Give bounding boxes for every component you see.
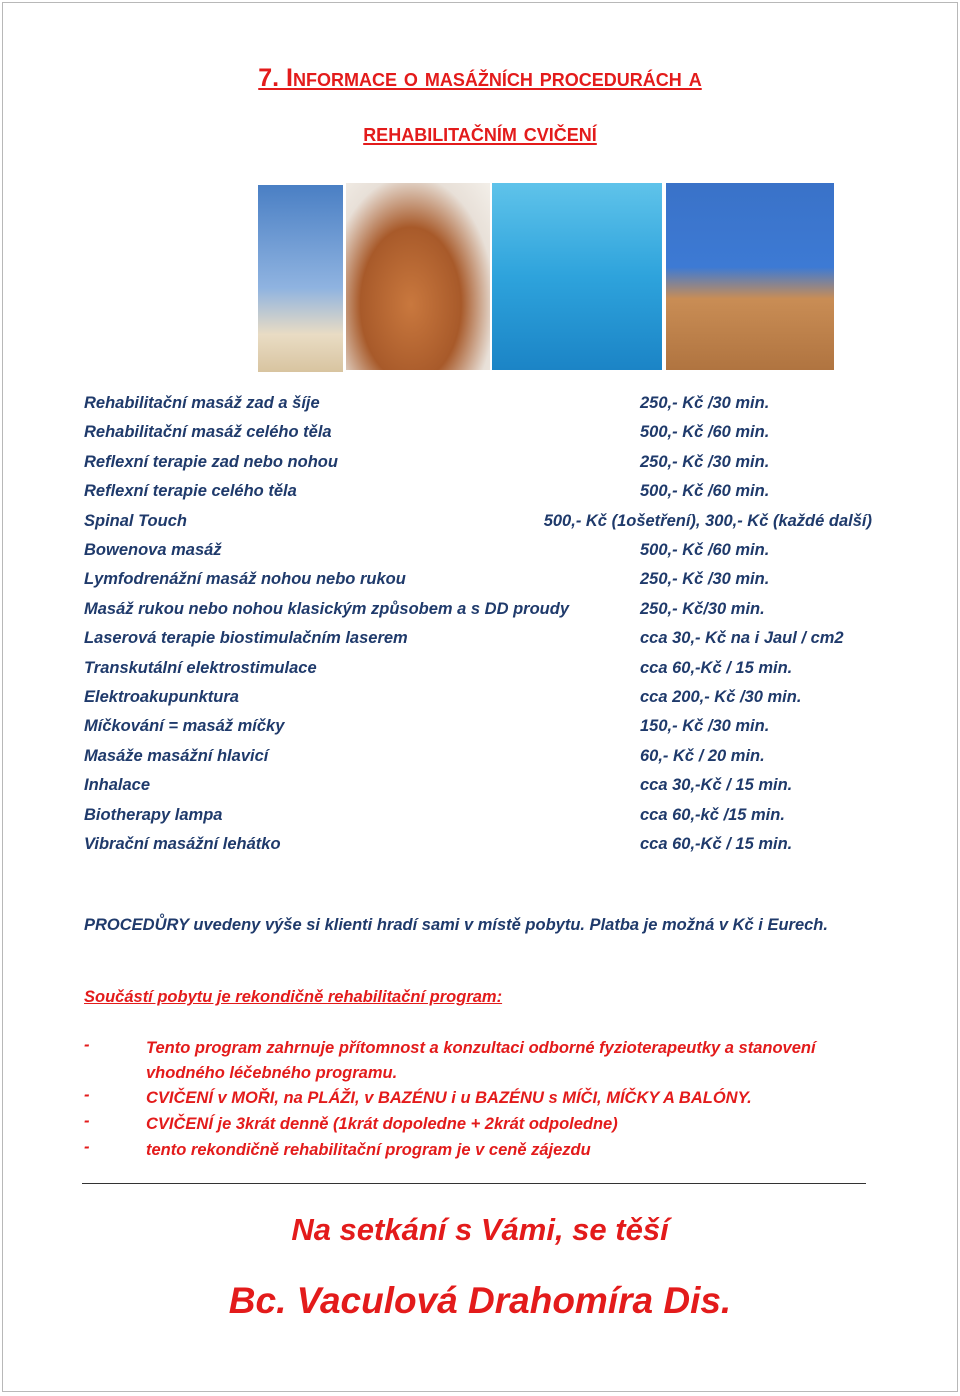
service-price: cca 30,- Kč na i Jaul / cm2 xyxy=(640,629,844,648)
service-price: cca 60,-Kč / 15 min. xyxy=(640,658,793,677)
service-price: cca 200,- Kč /30 min. xyxy=(640,688,802,706)
service-name: Vibrační masážní lehátko xyxy=(84,835,281,853)
service-price: 250,- Kč /30 min. xyxy=(640,570,770,589)
service-price: 500,- Kč (1ošetření), 300,- Kč (každé další) xyxy=(543,511,872,530)
bullet: - xyxy=(84,1086,90,1104)
service-price: cca 30,-Kč / 15 min. xyxy=(640,776,793,795)
program-item: Tento program zahrnuje přítomnost a konzultaci odborné fyzioterapeutky a stanovení vhodného léčebného programu. xyxy=(146,1039,816,1082)
service-price: 500,- Kč /60 min. xyxy=(640,423,770,442)
service-name: Rehabilitační masáž zad a šíje xyxy=(84,394,320,412)
program-item: CVIČENÍ v MOŘI, na PLÁŽI, v BAZÉNU i u BAZÉNU s MÍČI, MÍČKY A BALÓNY. xyxy=(146,1089,752,1107)
service-name: Rehabilitační masáž celého těla xyxy=(84,423,332,442)
service-price: 250,- Kč /30 min. xyxy=(640,452,770,471)
page-title-line1: 7. Informace o masážních procedurách a xyxy=(258,64,702,92)
service-price: 150,- Kč /30 min. xyxy=(640,717,770,736)
signature-name: Bc. Vaculová Drahomíra Dis. xyxy=(228,1280,732,1321)
page-title-line2: rehabilitačním cvičení xyxy=(363,119,597,147)
service-name: Míčkování = masáž míčky xyxy=(84,717,285,736)
service-name: Reflexní terapie celého těla xyxy=(84,482,297,501)
bullet: - xyxy=(84,1138,90,1156)
service-name: Reflexní terapie zad nebo nohou xyxy=(84,452,338,471)
service-name: Masáž rukou nebo nohou klasickým způsobem a s DD proudy xyxy=(84,599,570,618)
service-name: Spinal Touch xyxy=(84,511,187,530)
program-list xyxy=(0,1036,960,1166)
service-name: Elektroakupunktura xyxy=(84,688,239,706)
service-name: Bowenova masáž xyxy=(84,541,222,559)
divider-line xyxy=(82,1183,866,1184)
service-name: Masáže masážní hlavicí xyxy=(84,746,269,765)
bullet: - xyxy=(84,1112,90,1130)
closing-text: Na setkání s Vámi, se těší xyxy=(291,1212,669,1247)
service-name: Laserová terapie biostimulačním laserem xyxy=(84,629,408,648)
program-heading: Součástí pobytu je rekondičně rehabilitační program: xyxy=(84,988,503,1006)
payment-note: PROCEDŮRY uvedeny výše si klienti hradí sami v místě pobytu. Platba je možná v Kč i Eurech. xyxy=(84,916,828,934)
service-name: Transkutální elektrostimulace xyxy=(84,658,317,677)
program-item: tento rekondičně rehabilitační program je v ceně zájezdu xyxy=(146,1141,591,1159)
service-price: 250,- Kč/30 min. xyxy=(640,599,765,618)
photo-gym-balls xyxy=(666,183,834,370)
service-price: 250,- Kč /30 min. xyxy=(640,394,770,412)
service-price: 500,- Kč /60 min. xyxy=(640,482,770,501)
service-name: Biotherapy lampa xyxy=(84,805,223,824)
service-price: cca 60,-kč /15 min. xyxy=(640,805,785,824)
service-price: 500,- Kč /60 min. xyxy=(640,541,770,559)
service-price: 60,- Kč / 20 min. xyxy=(640,746,765,765)
program-item: CVIČENÍ je 3krát denně (1krát dopoledne + 2krát odpoledne) xyxy=(146,1115,618,1133)
service-name: Inhalace xyxy=(84,776,151,795)
service-price: cca 60,-Kč / 15 min. xyxy=(640,835,793,853)
bullet: - xyxy=(84,1036,90,1054)
service-name: Lymfodrenážní masáž nohou nebo rukou xyxy=(84,570,406,589)
photo-back-massage xyxy=(346,183,490,370)
photo-woman-jumping xyxy=(258,185,343,372)
photo-pool-exercise xyxy=(492,183,662,370)
